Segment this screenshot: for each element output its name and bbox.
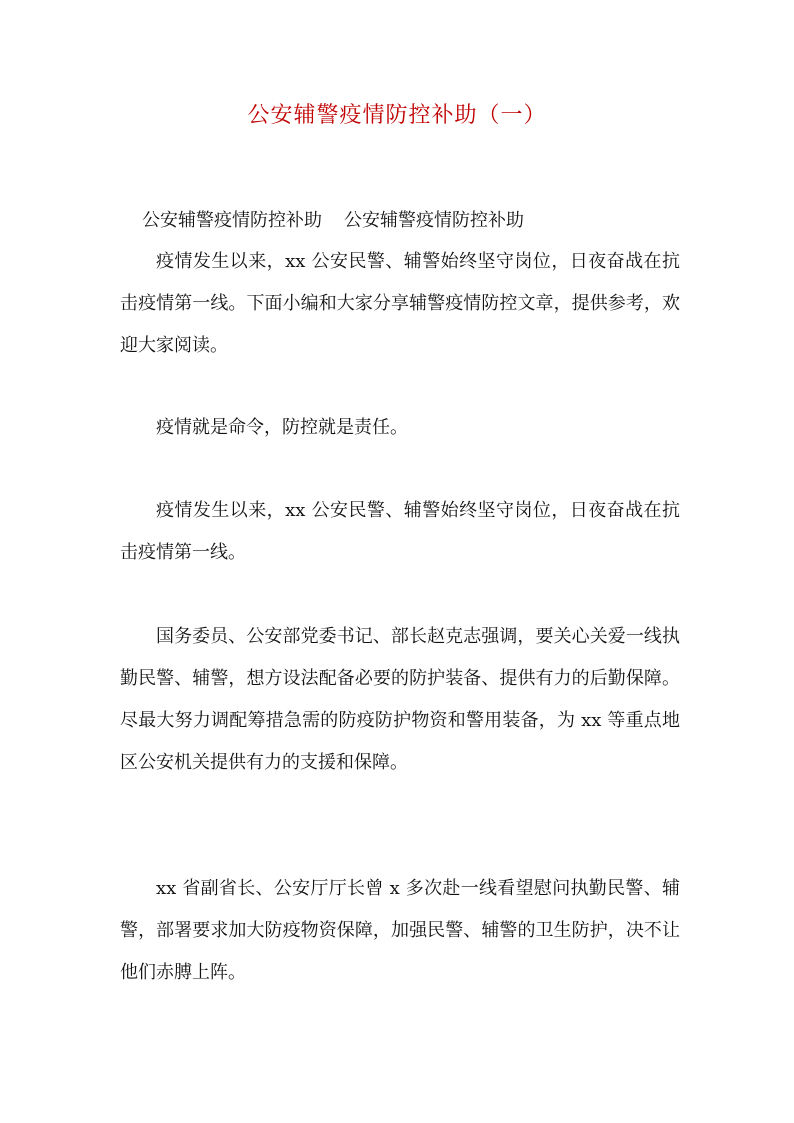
subtitle-left: 公安辅警疫情防控补助: [142, 210, 322, 231]
document-title: 公安辅警疫情防控补助（一）: [247, 103, 547, 128]
paragraph-slogan: 疫情就是命令，防控就是责任。: [156, 417, 408, 438]
paragraph-province: xx 省副省长、公安厅厅长曾 x 多次赴一线看望慰问执勤民警、辅警，部署要求加大防疫物资保障，加强民警、辅警的卫生防护，决不让他们赤膊上阵。: [120, 878, 680, 983]
paragraph-frontline: 疫情发生以来，xx 公安民警、辅警始终坚守岗位，日夜奋战在抗击疫情第一线。: [120, 500, 680, 563]
paragraph-intro: 疫情发生以来，xx 公安民警、辅警始终坚守岗位，日夜奋战在抗击疫情第一线。下面小编和大家分享辅警疫情防控文章，提供参考，欢迎大家阅读。: [120, 251, 680, 356]
paragraph-ministry: 国务委员、公安部党委书记、部长赵克志强调，要关心关爱一线执勤民警、辅警，想方设法配备必要的防护装备、提供有力的后勤保障。尽最大努力调配筹措急需的防疫防护物资和警用装备，为 xx 等重点地区公安机关提供有力的支援和保障。: [120, 626, 680, 773]
document-subtitle: [142, 207, 524, 235]
subtitle-right: 公安辅警疫情防控补助: [344, 210, 524, 231]
